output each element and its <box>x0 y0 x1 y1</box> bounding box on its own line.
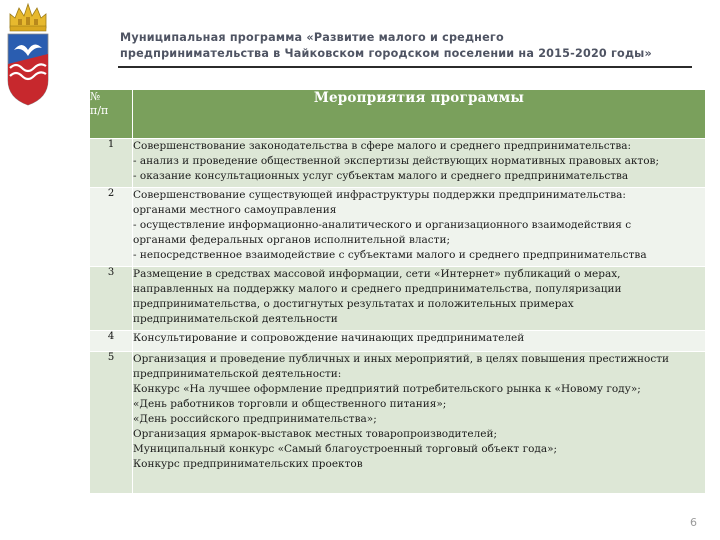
activity-line: предпринимательства, о достигнутых результатах и положительных примерах <box>133 298 574 310</box>
activity-line: - осуществление информационно-аналитического и организационного взаимодействия с <box>133 219 632 231</box>
activity-line: Конкурс предпринимательских проектов <box>133 458 363 470</box>
row-number: 2 <box>90 188 133 267</box>
activity-line: Муниципальный конкурс «Самый благоустроенный торговый объект года»; <box>133 443 558 455</box>
title-line-2: предпринимательства в Чайковском городском поселении на 2015-2020 годы» <box>120 47 652 60</box>
row-activity <box>133 352 706 494</box>
row-activity <box>133 139 706 188</box>
column-header-number-abbr: п/п <box>90 104 109 117</box>
table-row <box>90 331 706 352</box>
program-activities-table <box>89 89 706 494</box>
activity-line: Организация ярмарок-выставок местных товаропроизводителей; <box>133 428 497 440</box>
title-underline <box>118 66 692 68</box>
activity-line: «День российского предпринимательства»; <box>133 413 377 425</box>
row-number: 4 <box>90 331 133 352</box>
activity-line: Размещение в средствах массовой информации, сети «Интернет» публикаций о мерах, <box>133 268 621 280</box>
activity-line: предпринимательской деятельности <box>133 313 338 325</box>
page-title <box>120 30 710 62</box>
column-header-activities: Мероприятия программы <box>133 90 706 139</box>
row-activity <box>133 267 706 331</box>
activity-line: органами федеральных органов исполнительной власти; <box>133 234 451 246</box>
activity-line: Совершенствование законодательства в сфере малого и среднего предпринимательства: <box>133 140 632 152</box>
activity-line: Конкурс «На лучшее оформление предприятий потребительского рынка к «Новому году»; <box>133 383 641 395</box>
table-row <box>90 139 706 188</box>
activity-line: - оказание консультационных услуг субъектам малого и среднего предпринимательства <box>133 170 629 182</box>
column-header-number <box>90 90 133 139</box>
activity-line: - непосредственное взаимодействие с субъектами малого и среднего предпринимательства <box>133 249 647 261</box>
row-activity <box>133 188 706 267</box>
row-activity <box>133 331 706 352</box>
activity-line: Совершенствование существующей инфраструктуры поддержки предпринимательства: <box>133 189 626 201</box>
table-row <box>90 267 706 331</box>
column-header-number-symbol: № <box>90 90 101 103</box>
activity-line: «День работников торговли и общественного питания»; <box>133 398 447 410</box>
row-number: 5 <box>90 352 133 494</box>
row-number: 1 <box>90 139 133 188</box>
activity-line: органами местного самоуправления <box>133 204 337 216</box>
activity-line: предпринимательской деятельности: <box>133 368 342 380</box>
activity-line: Организация и проведение публичных и иных мероприятий, в целях повышения престижности <box>133 353 670 365</box>
table-row <box>90 188 706 267</box>
page-number: 6 <box>690 516 697 529</box>
row-number: 3 <box>90 267 133 331</box>
coat-of-arms-icon <box>4 2 52 106</box>
title-line-1: Муниципальная программа «Развитие малого и среднего <box>120 31 504 44</box>
activity-line: Консультирование и сопровождение начинающих предпринимателей <box>133 332 525 344</box>
activity-line: - анализ и проведение общественной экспертизы действующих нормативных правовых актов; <box>133 155 659 167</box>
table-row <box>90 352 706 494</box>
activity-line: направленных на поддержку малого и среднего предпринимательства, популяризации <box>133 283 622 295</box>
table-header-row <box>90 90 706 139</box>
